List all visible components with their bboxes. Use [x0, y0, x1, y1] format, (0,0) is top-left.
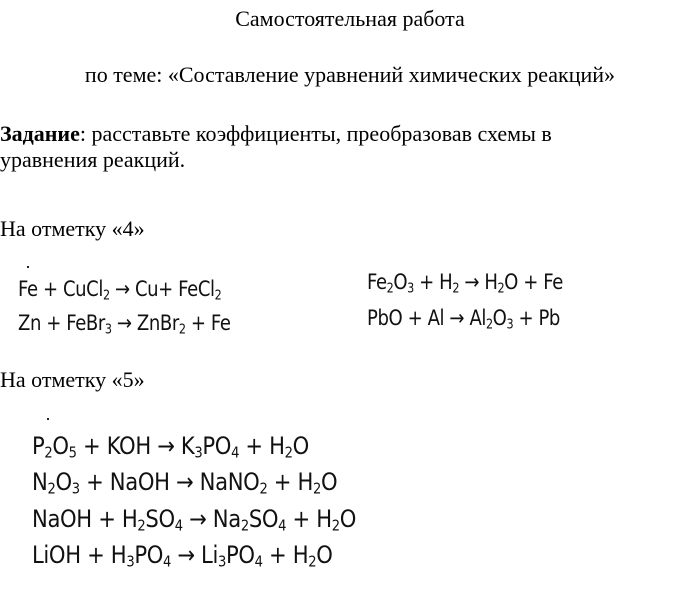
- task-text: : расставьте коэффициенты, преобразовав схемы в уравнения реакций.: [0, 121, 552, 172]
- page-subtitle: по теме: «Составление уравнений химических реакций»: [84, 62, 616, 87]
- equation-4-4: PbO + $Al \to Al_2O_3 + Pb$: [367, 306, 560, 333]
- stray-dot: [47, 418, 49, 420]
- task-paragraph: [0, 121, 650, 173]
- equation-5-2: $N_2O_3$ + NaOH → NaNO$_2$ + $H_2O$: [32, 468, 338, 498]
- equation-5-3: NaOH + $H_2SO_4 \to Na_2SO_4 + H_2O$: [32, 505, 357, 535]
- equation-4-3: $Fe_2O_3 + H_2 \to H_2O + Fe$: [367, 270, 563, 297]
- equation-4-1: Fe + CuCl$_2$ → Cu+ FeCl$_2$: [18, 277, 222, 304]
- equation-4-2: Zn + FeBr$_3$ → ZnBr$_2$ + Fe: [18, 311, 231, 338]
- equation-5-4: LiOH + $H_3PO_4 \to Li_3PO_4 + H_2O$: [32, 541, 333, 571]
- grade-5-heading: На отметку «5»: [0, 367, 145, 392]
- grade-4-heading: На отметку «4»: [0, 216, 145, 241]
- page-title: Самостоятельная работа: [235, 6, 465, 31]
- equation-5-1: $P_2O_5$ + KOH → $K_3PO_4 + H_2O$: [32, 432, 309, 462]
- stray-dot: [27, 266, 29, 268]
- task-label: Задание: [0, 121, 80, 146]
